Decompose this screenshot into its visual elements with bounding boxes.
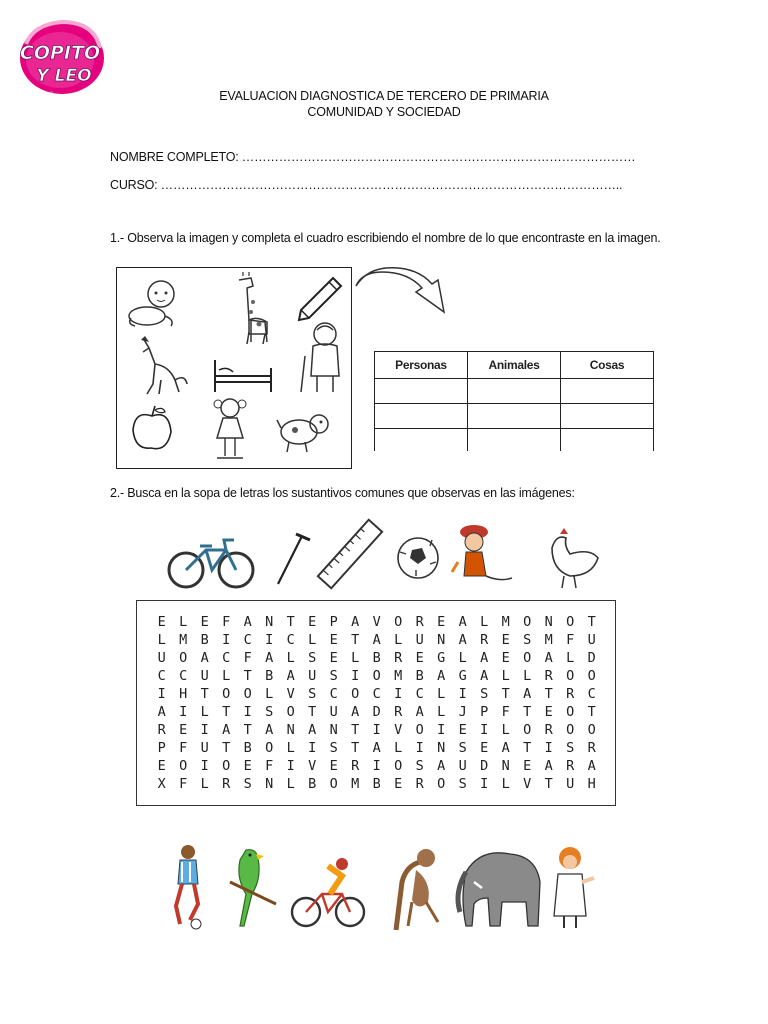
- word-search-letter[interactable]: L: [523, 668, 532, 684]
- word-search-letter[interactable]: A: [458, 632, 467, 648]
- word-search-letter[interactable]: N: [265, 776, 274, 792]
- question-2-text: 2.- Busca en la sopa de letras los sustantivos comunes que observas en las imágenes:: [110, 486, 575, 500]
- word-search-letter[interactable]: F: [179, 740, 188, 756]
- word-search-letter[interactable]: O: [222, 758, 231, 774]
- word-search-letter[interactable]: R: [157, 722, 166, 738]
- word-search-letter[interactable]: R: [415, 776, 424, 792]
- word-search-letter[interactable]: E: [243, 758, 252, 774]
- word-search-letter[interactable]: O: [566, 668, 575, 684]
- word-search-letter[interactable]: O: [437, 776, 446, 792]
- word-search-letter[interactable]: N: [437, 740, 446, 756]
- word-search-letter[interactable]: S: [566, 740, 575, 756]
- word-search-letter[interactable]: U: [157, 650, 166, 666]
- word-search-letter[interactable]: F: [179, 776, 188, 792]
- word-search-letter[interactable]: N: [544, 614, 553, 630]
- word-search-letter[interactable]: L: [480, 614, 489, 630]
- word-search-letter[interactable]: I: [286, 758, 295, 774]
- word-search-letter[interactable]: C: [415, 686, 424, 702]
- word-search-letter[interactable]: O: [394, 758, 403, 774]
- word-search-letter[interactable]: O: [243, 686, 252, 702]
- table-cell[interactable]: [468, 379, 561, 404]
- word-search-letter[interactable]: A: [308, 722, 317, 738]
- table-cell[interactable]: [561, 379, 654, 404]
- soccer-ball-image: [398, 538, 438, 578]
- word-search-letter[interactable]: S: [458, 740, 467, 756]
- table-cell[interactable]: [468, 404, 561, 429]
- word-search-letter[interactable]: P: [329, 614, 338, 630]
- word-search-letter[interactable]: X: [157, 776, 166, 792]
- word-search-letter[interactable]: U: [200, 740, 209, 756]
- word-search-letter[interactable]: T: [523, 740, 532, 756]
- word-search-letter[interactable]: L: [157, 632, 166, 648]
- table-cell[interactable]: [375, 404, 468, 429]
- word-search-letter[interactable]: E: [544, 704, 553, 720]
- cyclist-image: [292, 858, 364, 926]
- word-search-letter[interactable]: M: [501, 614, 510, 630]
- word-search-letter[interactable]: O: [587, 722, 596, 738]
- word-search-letter[interactable]: I: [544, 740, 553, 756]
- word-search-letter[interactable]: E: [200, 614, 209, 630]
- question-1-image-box: [116, 267, 352, 469]
- word-search-letter[interactable]: S: [458, 776, 467, 792]
- word-search-letter[interactable]: R: [415, 614, 424, 630]
- word-search-letter[interactable]: A: [458, 614, 467, 630]
- word-search-letter[interactable]: R: [587, 740, 596, 756]
- word-search-letter[interactable]: E: [308, 614, 317, 630]
- table-header-animales: Animales: [468, 352, 561, 379]
- word-search-letter[interactable]: A: [480, 668, 489, 684]
- word-search-letter[interactable]: M: [544, 632, 553, 648]
- word-search-letter[interactable]: A: [501, 740, 510, 756]
- word-search-letter[interactable]: E: [415, 650, 424, 666]
- word-search-letter[interactable]: N: [501, 758, 510, 774]
- wolf-image: [129, 334, 189, 398]
- word-search-letter[interactable]: O: [523, 722, 532, 738]
- page-subtitle: COMUNIDAD Y SOCIEDAD: [307, 105, 461, 119]
- word-search-letter[interactable]: L: [222, 668, 231, 684]
- word-search-letter[interactable]: A: [544, 650, 553, 666]
- nail-image: [278, 534, 310, 584]
- word-search-letter[interactable]: A: [437, 758, 446, 774]
- curved-arrow-icon: [352, 266, 472, 322]
- word-search-letter[interactable]: E: [329, 650, 338, 666]
- word-search-letter[interactable]: E: [179, 722, 188, 738]
- word-search-letter[interactable]: H: [179, 686, 188, 702]
- word-search-letter[interactable]: T: [286, 614, 295, 630]
- word-search-letter[interactable]: R: [566, 758, 575, 774]
- word-search-letter[interactable]: A: [587, 758, 596, 774]
- word-search-letter[interactable]: D: [587, 650, 596, 666]
- word-search-letter[interactable]: A: [243, 614, 252, 630]
- table-cell[interactable]: [375, 379, 468, 404]
- word-search-letter[interactable]: O: [351, 686, 360, 702]
- word-search-letter[interactable]: L: [286, 740, 295, 756]
- word-search-letter[interactable]: O: [179, 650, 188, 666]
- word-search-letter[interactable]: F: [566, 632, 575, 648]
- girl-image: [207, 396, 253, 462]
- word-search-letter[interactable]: A: [222, 722, 231, 738]
- word-search-letter[interactable]: S: [308, 650, 317, 666]
- word-search-letter[interactable]: T: [587, 704, 596, 720]
- word-search-letter[interactable]: L: [200, 704, 209, 720]
- word-search-letter[interactable]: F: [243, 650, 252, 666]
- word-search-letter[interactable]: N: [329, 722, 338, 738]
- word-search-letter[interactable]: L: [394, 740, 403, 756]
- word-search-letter[interactable]: S: [329, 740, 338, 756]
- word-search-letter[interactable]: E: [157, 758, 166, 774]
- word-search-letter[interactable]: F: [501, 704, 510, 720]
- word-search-letter[interactable]: T: [544, 776, 553, 792]
- word-search-letter[interactable]: L: [286, 650, 295, 666]
- word-search-letter[interactable]: R: [394, 650, 403, 666]
- word-search-letter[interactable]: L: [437, 704, 446, 720]
- name-field[interactable]: NOMBRE COMPLETO: ……………………………………………………………………………………: [110, 150, 636, 164]
- word-search-letter[interactable]: U: [308, 668, 317, 684]
- question-1-text: 1.- Observa la imagen y completa el cuadro escribiendo el nombre de lo que encontraste en la imagen.: [110, 231, 661, 245]
- word-search-letter[interactable]: I: [480, 722, 489, 738]
- word-search-letter[interactable]: T: [243, 722, 252, 738]
- word-search-letter[interactable]: B: [308, 776, 317, 792]
- word-search-letter[interactable]: T: [544, 686, 553, 702]
- word-search-letter[interactable]: C: [372, 686, 381, 702]
- word-search-letter[interactable]: I: [372, 758, 381, 774]
- course-field[interactable]: CURSO: …………………………………………………………………………………………………..: [110, 178, 623, 192]
- doctor-image: [554, 847, 594, 928]
- word-search-letter[interactable]: C: [157, 668, 166, 684]
- word-search-letter[interactable]: V: [372, 614, 381, 630]
- word-search-letter[interactable]: C: [179, 668, 188, 684]
- word-search-letter[interactable]: I: [351, 668, 360, 684]
- word-search-letter[interactable]: I: [200, 758, 209, 774]
- word-search-letter[interactable]: L: [308, 632, 317, 648]
- word-search-letter[interactable]: A: [351, 704, 360, 720]
- word-search-letter[interactable]: N: [437, 632, 446, 648]
- word-search-letter[interactable]: R: [480, 632, 489, 648]
- word-search-letter[interactable]: A: [265, 722, 274, 738]
- word-search-letter[interactable]: T: [587, 614, 596, 630]
- giraffe-image: [229, 272, 279, 346]
- word-search-letter[interactable]: I: [480, 776, 489, 792]
- word-search-letter[interactable]: A: [480, 650, 489, 666]
- word-search-letter[interactable]: S: [480, 686, 489, 702]
- word-search-letter[interactable]: R: [566, 686, 575, 702]
- word-search-letter[interactable]: M: [394, 668, 403, 684]
- word-search-letter[interactable]: B: [372, 776, 381, 792]
- word-search-letter[interactable]: O: [566, 704, 575, 720]
- table-header-cosas: Cosas: [561, 352, 654, 379]
- word-search-letter[interactable]: A: [351, 614, 360, 630]
- word-search-letter[interactable]: E: [480, 740, 489, 756]
- word-search-letter[interactable]: M: [351, 776, 360, 792]
- word-search-letter[interactable]: L: [458, 650, 467, 666]
- word-search-letter[interactable]: O: [415, 722, 424, 738]
- word-search-letter[interactable]: U: [587, 632, 596, 648]
- word-search-letter[interactable]: M: [179, 632, 188, 648]
- word-search-letter[interactable]: I: [243, 704, 252, 720]
- word-search-letter[interactable]: E: [458, 722, 467, 738]
- word-search-letter[interactable]: B: [415, 668, 424, 684]
- word-search-letter[interactable]: A: [286, 668, 295, 684]
- word-search-letter[interactable]: O: [587, 668, 596, 684]
- word-search-letter[interactable]: E: [394, 776, 403, 792]
- elephant-image: [458, 853, 540, 926]
- word-search-letter[interactable]: A: [265, 650, 274, 666]
- table-cell[interactable]: [468, 429, 561, 452]
- word-search-letter[interactable]: S: [308, 686, 317, 702]
- word-search-letter[interactable]: N: [286, 722, 295, 738]
- word-search-letter[interactable]: I: [437, 722, 446, 738]
- word-search-letter[interactable]: V: [308, 758, 317, 774]
- word-search-letter[interactable]: G: [437, 650, 446, 666]
- word-search-letter[interactable]: E: [523, 758, 532, 774]
- word-search-letter[interactable]: I: [200, 722, 209, 738]
- question-2-top-images: [160, 518, 600, 590]
- word-search-letter[interactable]: R: [544, 722, 553, 738]
- word-search-letter[interactable]: C: [222, 650, 231, 666]
- table-cell[interactable]: [561, 429, 654, 452]
- word-search-box: [136, 600, 616, 806]
- word-search-letter[interactable]: L: [179, 614, 188, 630]
- word-search-letter[interactable]: E: [329, 632, 338, 648]
- word-search-letter[interactable]: D: [480, 758, 489, 774]
- table-cell[interactable]: [375, 429, 468, 452]
- word-search-letter[interactable]: T: [222, 740, 231, 756]
- word-search-letter[interactable]: R: [544, 668, 553, 684]
- word-search-letter[interactable]: C: [587, 686, 596, 702]
- word-search-letter[interactable]: E: [501, 650, 510, 666]
- word-search-letter[interactable]: S: [329, 668, 338, 684]
- word-search-letter[interactable]: F: [222, 614, 231, 630]
- word-search-letter[interactable]: T: [351, 722, 360, 738]
- ruler-image: [318, 520, 382, 589]
- word-search-letter[interactable]: D: [372, 704, 381, 720]
- word-search-letter[interactable]: T: [523, 704, 532, 720]
- table-cell[interactable]: [561, 404, 654, 429]
- apple-image: [129, 404, 175, 454]
- word-search-letter[interactable]: A: [372, 632, 381, 648]
- word-search-letter[interactable]: R: [222, 776, 231, 792]
- word-search-letter[interactable]: I: [265, 632, 274, 648]
- word-search-letter[interactable]: I: [179, 704, 188, 720]
- word-search-letter[interactable]: O: [222, 686, 231, 702]
- word-search-letter[interactable]: U: [329, 704, 338, 720]
- bicycle-image: [169, 540, 253, 587]
- question-2-bottom-images: [160, 842, 600, 932]
- word-search-letter[interactable]: I: [458, 686, 467, 702]
- word-search-letter[interactable]: C: [243, 632, 252, 648]
- word-search-letter[interactable]: O: [523, 614, 532, 630]
- word-search-letter[interactable]: T: [351, 740, 360, 756]
- word-search-letter[interactable]: F: [265, 758, 274, 774]
- word-search-letter[interactable]: S: [243, 776, 252, 792]
- word-search-letter[interactable]: P: [157, 740, 166, 756]
- word-search-letter[interactable]: R: [351, 758, 360, 774]
- word-search-letter[interactable]: A: [544, 758, 553, 774]
- word-search-letter[interactable]: L: [265, 686, 274, 702]
- word-search-letter[interactable]: L: [394, 632, 403, 648]
- word-search-letter[interactable]: E: [329, 758, 338, 774]
- hen-image: [552, 528, 598, 588]
- word-search-letter[interactable]: U: [415, 632, 424, 648]
- word-search-letter[interactable]: B: [200, 632, 209, 648]
- word-search-letter[interactable]: L: [351, 650, 360, 666]
- word-search-letter[interactable]: L: [501, 776, 510, 792]
- word-search-letter[interactable]: P: [480, 704, 489, 720]
- word-search-letter[interactable]: A: [200, 650, 209, 666]
- word-search-letter[interactable]: T: [501, 686, 510, 702]
- word-search-letter[interactable]: T: [308, 704, 317, 720]
- logo-tagline: infantil: [35, 92, 53, 98]
- word-search-letter[interactable]: S: [415, 758, 424, 774]
- word-search-letter[interactable]: I: [222, 632, 231, 648]
- word-search-letter[interactable]: A: [437, 668, 446, 684]
- word-search-letter[interactable]: O: [329, 776, 338, 792]
- word-search-letter[interactable]: V: [286, 686, 295, 702]
- word-search-letter[interactable]: B: [372, 650, 381, 666]
- word-search-letter[interactable]: O: [566, 614, 575, 630]
- word-search-letter[interactable]: A: [157, 704, 166, 720]
- word-search-grid: [151, 613, 603, 793]
- word-search-letter[interactable]: O: [394, 614, 403, 630]
- word-search-letter[interactable]: E: [501, 632, 510, 648]
- word-search-letter[interactable]: V: [394, 722, 403, 738]
- logo-line2: Y LEO: [36, 66, 92, 86]
- baby-image: [125, 274, 183, 332]
- word-search-letter[interactable]: V: [523, 776, 532, 792]
- word-search-letter[interactable]: T: [243, 668, 252, 684]
- word-search-letter[interactable]: L: [501, 722, 510, 738]
- word-search-letter[interactable]: A: [523, 686, 532, 702]
- classification-table: [374, 351, 654, 451]
- word-search-letter[interactable]: I: [415, 740, 424, 756]
- word-search-letter[interactable]: L: [501, 668, 510, 684]
- word-search-letter[interactable]: I: [394, 686, 403, 702]
- word-search-letter[interactable]: L: [286, 776, 295, 792]
- word-search-letter[interactable]: I: [372, 722, 381, 738]
- word-search-letter[interactable]: G: [458, 668, 467, 684]
- word-search-letter[interactable]: S: [265, 704, 274, 720]
- word-search-letter[interactable]: L: [437, 686, 446, 702]
- puppy-image: [275, 408, 335, 454]
- word-search-letter[interactable]: O: [286, 704, 295, 720]
- word-search-letter[interactable]: O: [566, 722, 575, 738]
- word-search-letter[interactable]: S: [523, 632, 532, 648]
- word-search-letter[interactable]: U: [458, 758, 467, 774]
- word-search-letter[interactable]: O: [372, 668, 381, 684]
- soccer-player-image: [176, 845, 201, 929]
- word-search-letter[interactable]: B: [265, 668, 274, 684]
- monkey-image: [396, 849, 438, 930]
- word-search-letter[interactable]: U: [200, 668, 209, 684]
- word-search-letter[interactable]: I: [308, 740, 317, 756]
- word-search-letter[interactable]: T: [200, 686, 209, 702]
- word-search-letter[interactable]: N: [265, 614, 274, 630]
- word-search-letter[interactable]: E: [157, 614, 166, 630]
- word-search-letter[interactable]: U: [566, 776, 575, 792]
- word-search-letter[interactable]: C: [286, 632, 295, 648]
- word-search-letter[interactable]: I: [157, 686, 166, 702]
- word-search-letter[interactable]: O: [523, 650, 532, 666]
- page-title: EVALUACION DIAGNOSTICA DE TERCERO DE PRIMARIA: [219, 89, 549, 103]
- word-search-letter[interactable]: O: [265, 740, 274, 756]
- logo-line1: COPITO: [19, 42, 101, 64]
- word-search-letter[interactable]: J: [458, 704, 467, 720]
- table-header-personas: Personas: [375, 352, 468, 379]
- word-search-letter[interactable]: H: [587, 776, 596, 792]
- word-search-letter[interactable]: E: [437, 614, 446, 630]
- bed-image: [211, 352, 275, 396]
- word-search-letter[interactable]: C: [329, 686, 338, 702]
- word-search-letter[interactable]: L: [200, 776, 209, 792]
- parrot-image: [230, 850, 276, 926]
- word-search-letter[interactable]: A: [372, 740, 381, 756]
- grandfather-image: [295, 320, 349, 396]
- firefighter-image: [452, 525, 512, 580]
- word-search-letter[interactable]: L: [566, 650, 575, 666]
- word-search-letter[interactable]: O: [179, 758, 188, 774]
- word-search-letter[interactable]: A: [415, 704, 424, 720]
- word-search-letter[interactable]: R: [394, 704, 403, 720]
- word-search-letter[interactable]: B: [243, 740, 252, 756]
- pencil-image: [295, 274, 345, 324]
- word-search-letter[interactable]: T: [222, 704, 231, 720]
- word-search-letter[interactable]: T: [351, 632, 360, 648]
